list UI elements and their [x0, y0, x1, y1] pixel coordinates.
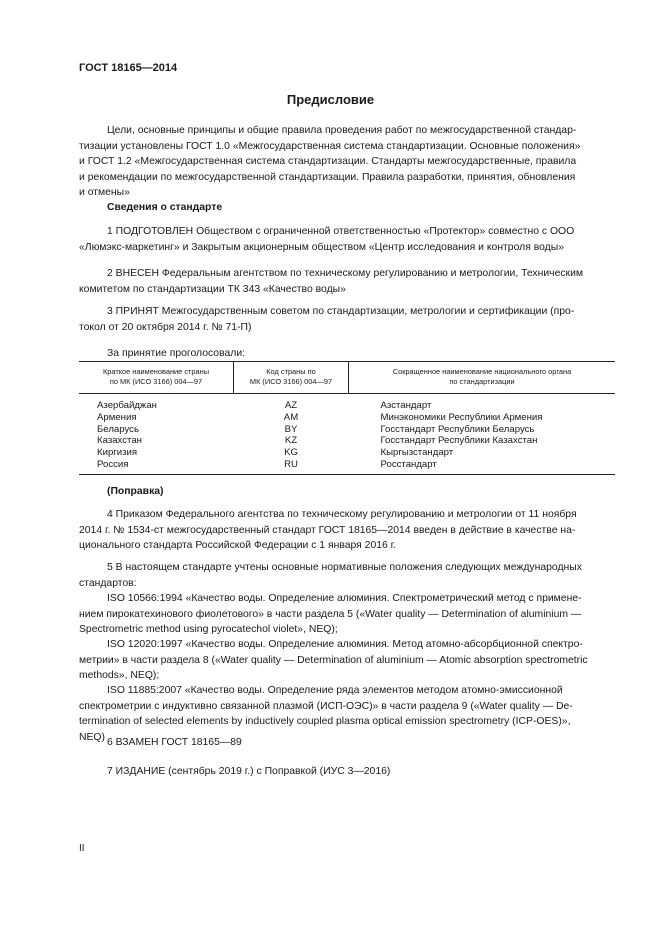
table-header-row — [79, 362, 615, 394]
body-cell: Госстандарт Республики Казахстан — [380, 435, 538, 447]
voting-table — [79, 361, 615, 475]
text-line: Цели, основные принципы и общие правила проведения работ по межгосударственной стандар- — [107, 125, 577, 136]
text-line: Spectrometric method using pyrocatechol violet», NEQ); — [79, 624, 338, 635]
country-cell: Беларусь — [97, 423, 139, 435]
column-header-country: Краткое наименование страны по МК (ИСО 3166) 004—97 — [79, 362, 234, 394]
text-line: 5 В настоящем стандарте учтены основные нормативные положения следующих международных — [107, 562, 582, 573]
country-cell: Казахстан — [97, 435, 142, 447]
document-header: ГОСТ 18165—2014 — [79, 62, 178, 74]
text-line: и ГОСТ 1.2 «Межгосударственная система стандартизации. Стандарты межгосударственные, правила — [79, 156, 577, 167]
table-row — [79, 435, 615, 447]
country-cell: Россия — [79, 459, 234, 474]
amendment-label: (Поправка) — [107, 486, 164, 497]
code-cell: AZ — [284, 400, 298, 411]
code-cell: KZ — [284, 435, 298, 447]
text-line: тизации установлены ГОСТ 1.0 «Межгосударственная система стандартизации. Основные положения» — [79, 140, 581, 152]
text-line: ISO 12020:1997 «Качество воды. Определение алюминия. Метод атомно-абсорбционной спектро- — [107, 639, 583, 650]
table-row — [79, 394, 615, 412]
text-line: комитетом по стандартизации ТК 343 «Качество воды» — [79, 283, 346, 295]
text-line: NEQ) — [79, 731, 105, 743]
text-line: 2 ВНЕСЕН Федеральным агентством по техническому регулированию и метрологии, Техническим — [107, 268, 584, 279]
text-line: 3 ПРИНЯТ Межгосударственным советом по стандартизации, метрологии и сертификации (про- — [107, 306, 575, 317]
iso-10566 — [79, 591, 614, 638]
code-cell: RU — [234, 459, 349, 474]
text-line: и отмены» — [79, 187, 130, 198]
body-cell: Минэкономики Республики Армения — [380, 411, 543, 423]
table-row — [79, 459, 615, 474]
text-line: нием пирокатехинового фиолетового» в части раздела 5 («Water quality — Determination of aluminium — — [79, 608, 582, 620]
voted-label: За принятие проголосовали: — [107, 348, 246, 359]
body-cell: Азстандарт — [380, 400, 432, 411]
iso-12020 — [79, 637, 614, 684]
text-line: спектрометрии с индуктивно связанной плазмой (ИСП-ОЭС)» в части раздела 9 («Water quality — De- — [79, 700, 573, 712]
column-header-code: Код страны по МК (ИСО 3166) 004—97 — [234, 362, 349, 394]
code-cell: KG — [284, 447, 298, 459]
table-row — [79, 412, 615, 424]
item-1 — [79, 224, 614, 255]
body-cell: Росстандарт — [349, 459, 616, 474]
about-heading: Сведения о стандарте — [107, 202, 223, 213]
text-line: и рекомендации по межгосударственной стандартизации. Правила разработки, принятия, обновления — [79, 171, 576, 183]
item-3 — [79, 304, 614, 335]
text-line: стандартов: — [79, 577, 137, 589]
table-row — [79, 424, 615, 436]
code-cell: AM — [283, 411, 299, 423]
item-7: 7 ИЗДАНИЕ (сентябрь 2019 г.) с Поправкой (ИУС 3—2016) — [107, 766, 391, 777]
item-6: 6 ВЗАМЕН ГОСТ 18165—89 — [107, 737, 242, 748]
text-line: метрии» в части раздела 8 («Water quality — Determination of aluminium — Atomic absorption spectrometric — [79, 654, 588, 666]
intro-paragraph — [79, 123, 614, 201]
body-cell: Кыргызстандарт — [380, 447, 454, 459]
table-row — [79, 447, 615, 459]
text-line: токол от 20 октября 2014 г. № 71-П) — [79, 321, 252, 333]
text-line: ISO 10566:1994 «Качество воды. Определение алюминия. Спектрометрический метод с примене- — [107, 593, 582, 604]
page-title: Предисловие — [286, 92, 375, 107]
text-line: «Люмэкс-маркетинг» и Закрытым акционерным обществом «Центр исследования и контроля воды» — [79, 241, 564, 253]
code-cell: BY — [284, 423, 298, 435]
text-line: 4 Приказом Федерального агентства по техническому регулированию и метрологии от 11 ноября — [107, 509, 577, 520]
item-5 — [79, 560, 614, 591]
text-line: termination of selected elements by inductively coupled plasma optical emission spectrometry (ICP-OES)», — [79, 716, 571, 727]
column-header-body: Сокращенное наименование национального органа по стандартизации — [349, 362, 616, 394]
text-line: ISO 11885:2007 «Качество воды. Определение ряда элементов методом атомно-эмиссионной — [107, 685, 563, 696]
country-cell: Киргизия — [97, 447, 138, 459]
country-cell: Армения — [97, 411, 137, 423]
body-cell: Госстандарт Республики Беларусь — [380, 423, 535, 435]
text-line: 1 ПОДГОТОВЛЕН Обществом с ограниченной ответственностью «Протектор» совместно с ООО — [107, 226, 575, 237]
item-2 — [79, 266, 614, 297]
country-cell: Азербайджан — [97, 400, 157, 411]
text-line: 2014 г. № 1534-ст межгосударственный стандарт ГОСТ 18165—2014 введен в действие в качестве на- — [79, 524, 576, 536]
text-line: methods», NEQ); — [79, 670, 160, 681]
item-4 — [79, 507, 614, 554]
page-number: II — [79, 843, 85, 854]
text-line: ционального стандарта Российской Федерации с 1 января 2016 г. — [79, 540, 397, 551]
